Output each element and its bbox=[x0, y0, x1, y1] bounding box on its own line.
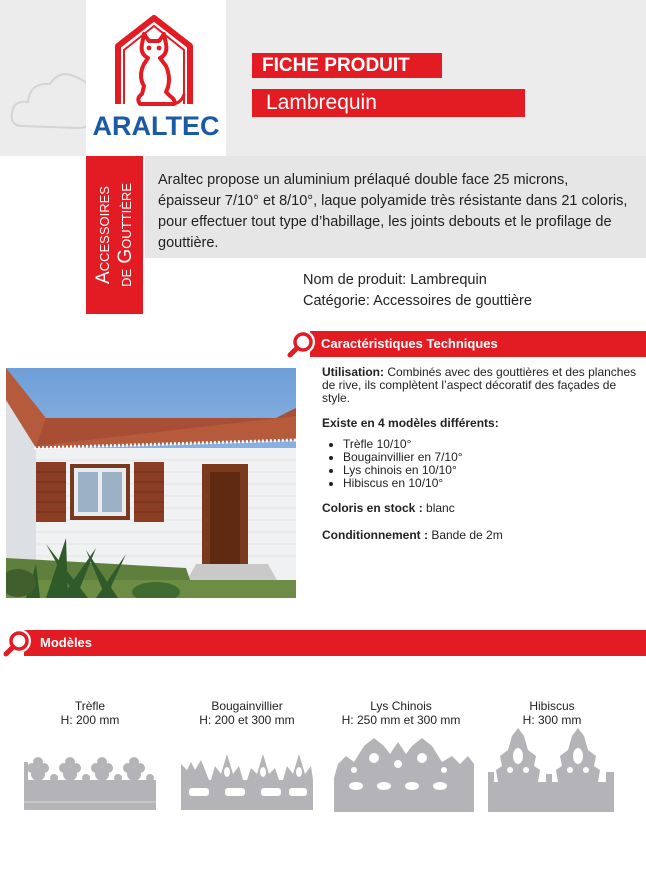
coloris-line bbox=[322, 502, 640, 515]
model-height: H: 300 mm bbox=[522, 713, 582, 727]
model-hibiscus bbox=[492, 699, 612, 727]
magnifier-icon bbox=[286, 328, 318, 360]
section-caracteristiques-header: Caractéristiques Techniques bbox=[310, 331, 646, 357]
intro-paragraph: Araltec propose un aluminium prélaqué double face 25 microns, épaisseur 7/10° et 8/10°, laque polyamide très résistante dans 21 coloris, pour effectuer tout type d’habillage, les joints debouts et le profilage de gouttière. bbox=[158, 172, 628, 251]
bougainvillier-profile-icon bbox=[181, 740, 313, 810]
cat-house-logo-icon bbox=[86, 0, 226, 156]
coloris-value: blanc bbox=[422, 501, 455, 515]
magnifier-icon bbox=[2, 627, 34, 659]
category-vertical-label bbox=[86, 156, 143, 314]
cloud-icon bbox=[8, 54, 98, 134]
model-trefle bbox=[30, 699, 150, 727]
list-item: • Lys chinois en 10/10° bbox=[343, 464, 640, 477]
house-photo bbox=[6, 368, 296, 598]
coloris-label: Coloris en stock : bbox=[322, 501, 423, 515]
logo-text: ARALTEC bbox=[92, 111, 220, 141]
fiche-produit-label: FICHE PRODUIT bbox=[252, 53, 442, 78]
model-name: Hibiscus bbox=[529, 699, 575, 713]
models-list bbox=[343, 438, 640, 490]
utilisation-paragraph bbox=[322, 366, 640, 405]
model-bougainvillier bbox=[181, 699, 313, 727]
logo bbox=[86, 0, 226, 156]
model-lys-chinois bbox=[328, 699, 474, 727]
model-name: Lys Chinois bbox=[370, 699, 432, 713]
hibiscus-profile-icon bbox=[488, 726, 614, 812]
conditionnement-label: Conditionnement : bbox=[322, 528, 428, 542]
product-title: Lambrequin bbox=[252, 89, 525, 117]
model-height: H: 200 mm bbox=[60, 713, 120, 727]
trefle-profile-icon bbox=[24, 740, 156, 810]
model-name: Bougainvillier bbox=[211, 699, 283, 713]
model-height: H: 250 mm et 300 mm bbox=[341, 713, 461, 727]
list-item: • Hibiscus en 10/10° bbox=[343, 477, 640, 490]
conditionnement-value: Bande de 2m bbox=[427, 528, 503, 542]
models-intro: Existe en 4 modèles différents: bbox=[322, 416, 499, 430]
category-label-line1: Accessoires bbox=[92, 186, 114, 284]
utilisation-label: Utilisation: bbox=[322, 365, 384, 379]
category-label-line2: de Gouttière bbox=[114, 183, 136, 287]
section-modeles-header: Modèles bbox=[24, 630, 646, 656]
model-name: Trèfle bbox=[74, 699, 106, 713]
lys-chinois-profile-icon bbox=[334, 734, 474, 812]
list-item: • Trèfle 10/10° bbox=[343, 438, 640, 451]
product-name: Nom de produit: Lambrequin bbox=[303, 272, 487, 288]
list-item: • Bougainvillier en 7/10° bbox=[343, 451, 640, 464]
model-height: H: 200 et 300 mm bbox=[199, 713, 295, 727]
utilisation-text: Combinés avec des gouttières et des planches de rive, ils complètent l’aspect décoratif des façades de style. bbox=[322, 365, 637, 405]
product-category: Catégorie: Accessoires de gouttière bbox=[303, 293, 532, 309]
conditionnement-line bbox=[322, 529, 640, 542]
caracteristiques-content bbox=[322, 366, 640, 554]
product-meta bbox=[303, 270, 532, 312]
